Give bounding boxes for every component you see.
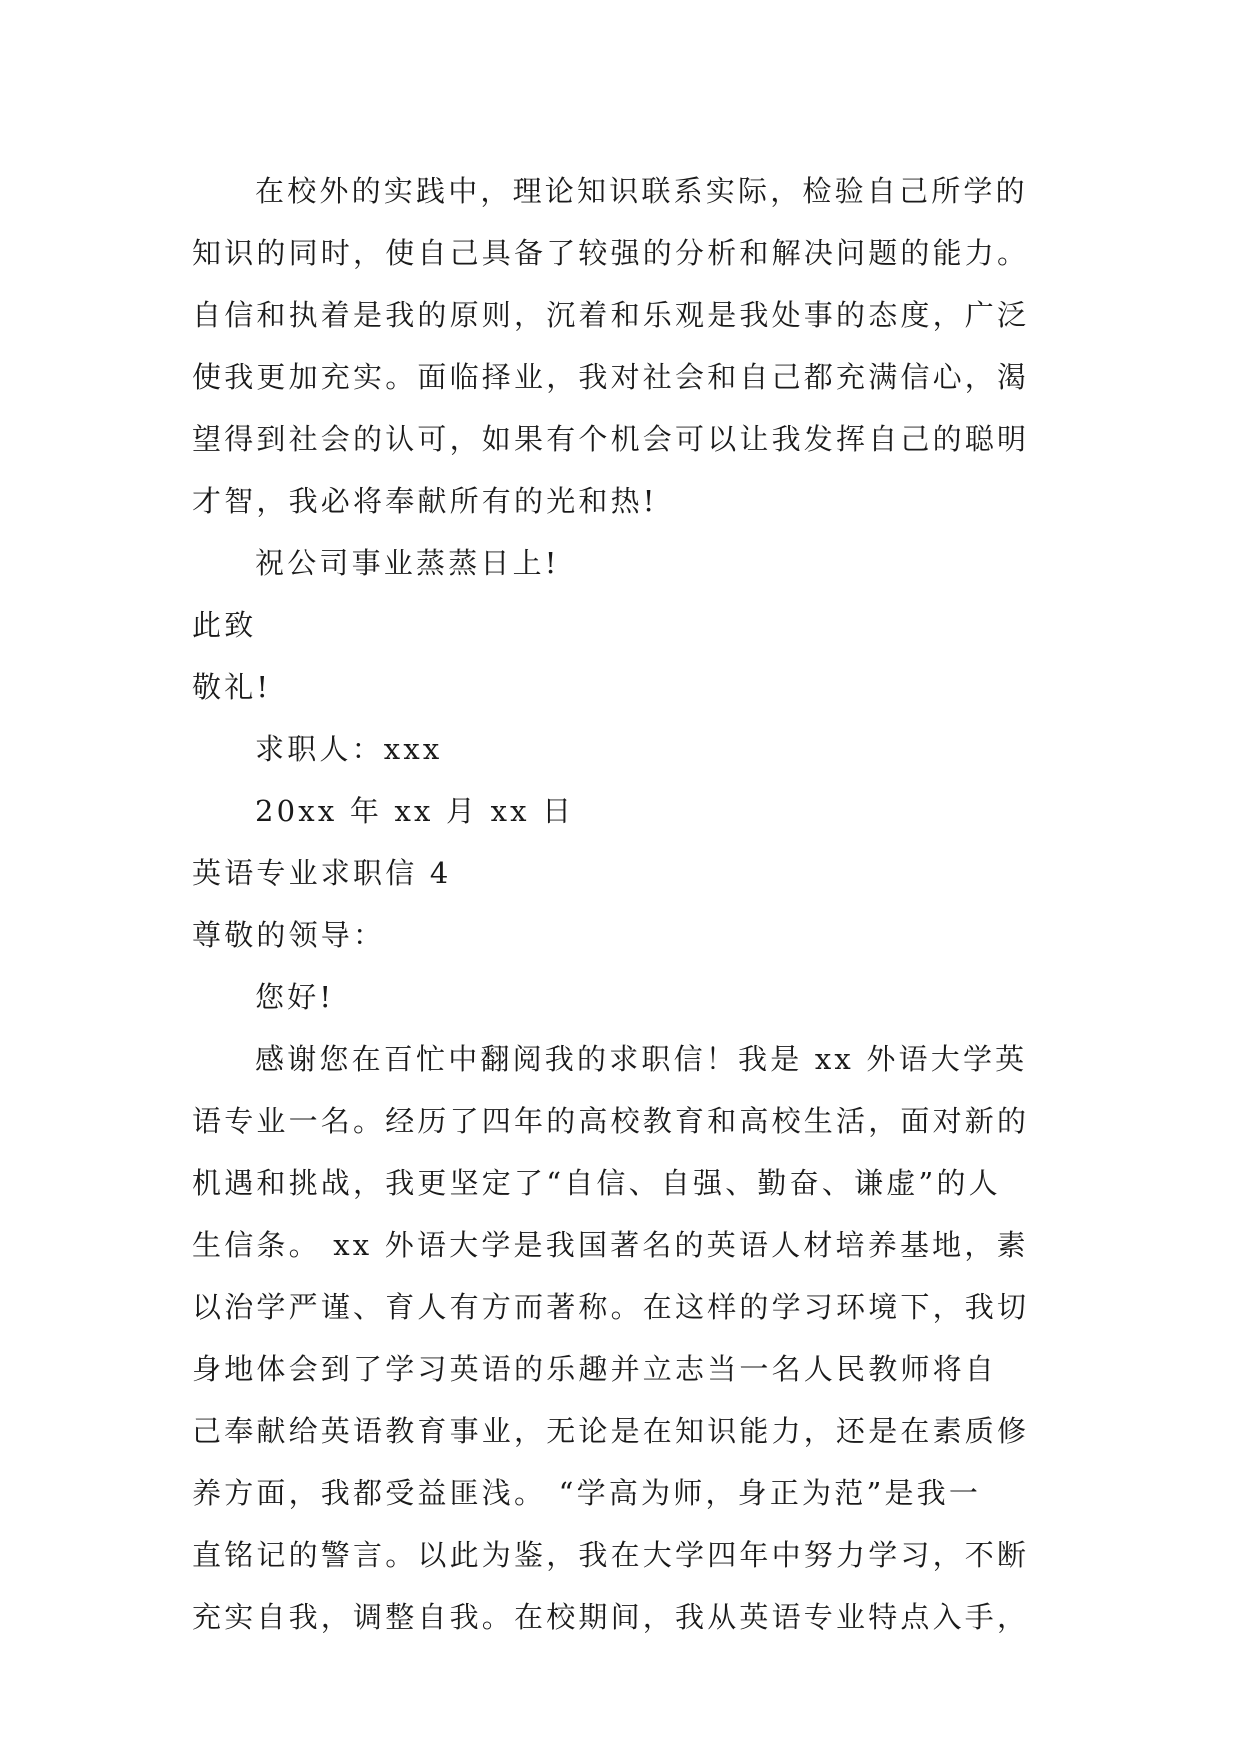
text-line: 己奉献给英语教育事业，无论是在知识能力，还是在素质修	[192, 1414, 1030, 1448]
text-line: 自信和执着是我的原则，沉着和乐观是我处事的态度，广泛	[192, 298, 1030, 332]
salutation-regards: 敬礼!	[192, 670, 272, 704]
text-line: 知识的同时，使自己具备了较强的分析和解决问题的能力。	[192, 236, 1030, 270]
closing-wish: 祝公司事业蒸蒸日上!	[255, 546, 560, 580]
text-line: 语专业一名。经历了四年的高校教育和高校生活，面对新的	[192, 1104, 1030, 1138]
salutation-closing: 此致	[192, 608, 257, 642]
text-line: 望得到社会的认可，如果有个机会可以让我发挥自己的聪明	[192, 422, 1030, 456]
text-line: 养方面，我都受益匪浅。 “学高为师，身正为范”是我一	[192, 1476, 982, 1510]
letter-hello: 您好!	[255, 980, 335, 1014]
text-line: 生信条。 xx 外语大学是我国著名的英语人材培养基地，素	[192, 1228, 1029, 1262]
letter-greeting: 尊敬的领导：	[192, 918, 386, 952]
text-line: 才智，我必将奉献所有的光和热!	[192, 484, 658, 518]
section-heading: 英语专业求职信 4	[192, 856, 452, 890]
text-line: 使我更加充实。面临择业，我对社会和自己都充满信心，渴	[192, 360, 1030, 394]
text-line: 直铭记的警言。以此为鉴，我在大学四年中努力学习，不断	[192, 1538, 1030, 1572]
signature-date: 20xx 年 xx 月 xx 日	[255, 794, 575, 828]
signature-name: 求职人：xxx	[255, 732, 443, 766]
text-line: 以治学严谨、育人有方而著称。在这样的学习环境下，我切	[192, 1290, 1030, 1324]
text-line: 感谢您在百忙中翻阅我的求职信！我是 xx 外语大学英	[255, 1042, 1028, 1076]
letter-body	[192, 160, 1072, 1648]
text-line: 充实自我，调整自我。在校期间，我从英语专业特点入手，	[192, 1600, 1030, 1634]
text-line: 身地体会到了学习英语的乐趣并立志当一名人民教师将自	[192, 1352, 998, 1386]
text-line: 在校外的实践中，理论知识联系实际，检验自己所学的	[255, 174, 1028, 208]
text-line: 机遇和挑战，我更坚定了“自信、自强、勤奋、谦虚”的人	[192, 1166, 1001, 1200]
